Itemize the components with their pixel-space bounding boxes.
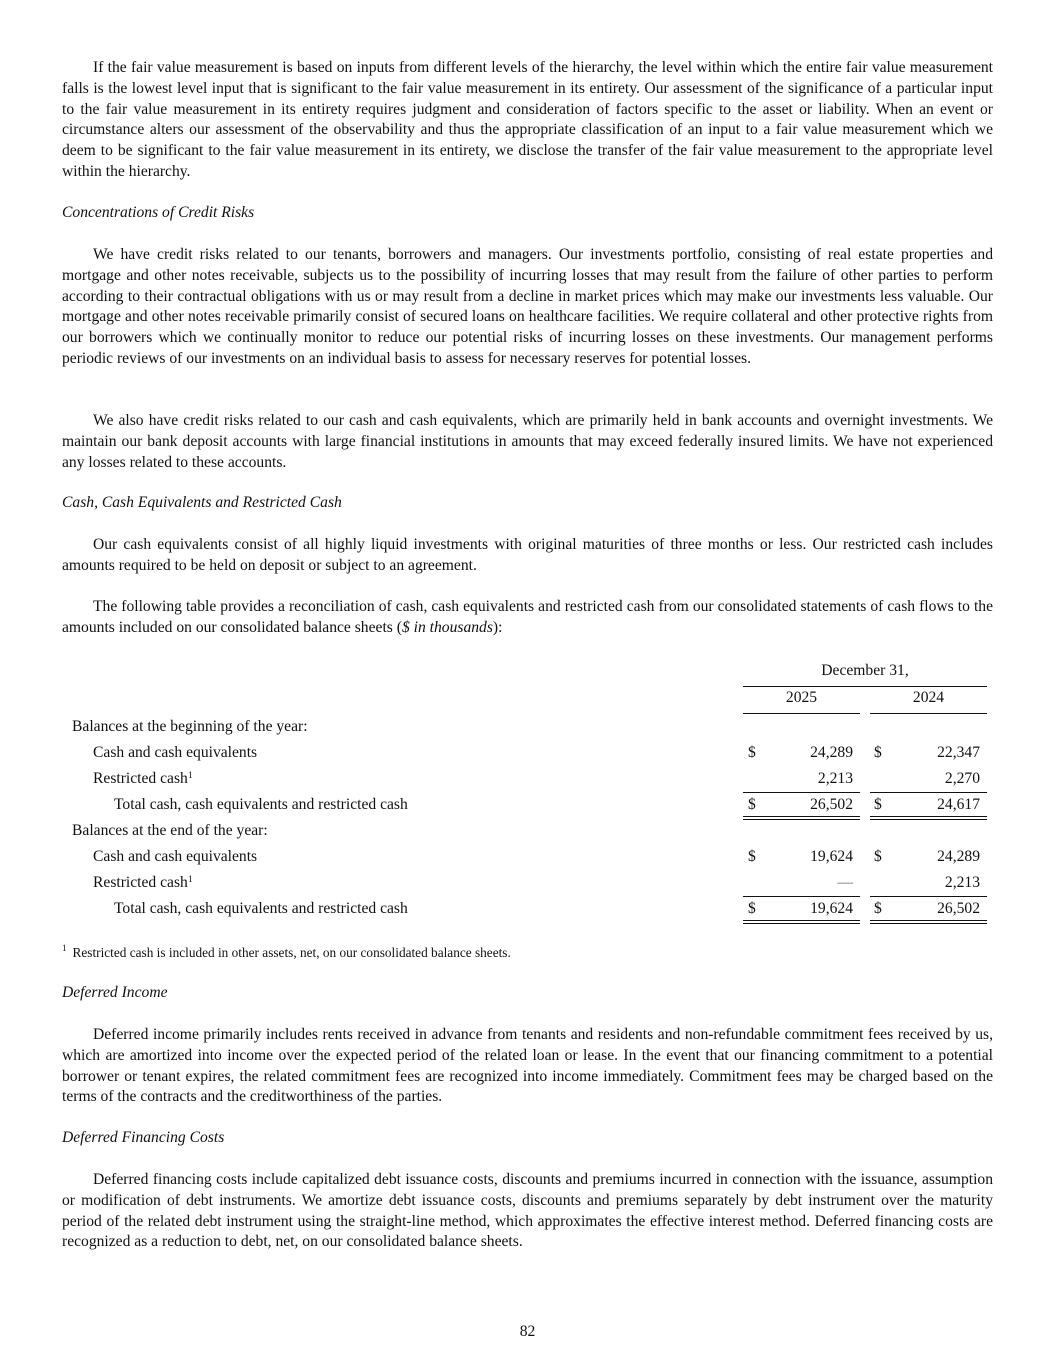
subtotal-rule (870, 792, 987, 793)
cell-value: 22,347 (937, 744, 980, 761)
total-double-rule (870, 920, 987, 924)
table-row (62, 820, 993, 842)
cell-value: 24,289 (810, 744, 853, 761)
reconciliation-intro-end: ): (492, 618, 503, 636)
table-row (62, 716, 993, 738)
currency-symbol: $ (874, 900, 882, 917)
page-number: 82 (519, 1323, 536, 1340)
paragraph-cash-equivalents: Our cash equivalents consist of all highly liquid investments with original maturities of three months or less. Our restricted cash includes amounts required to be held on deposit or subject to an agreement. (62, 536, 993, 574)
footnote-marker: 1 (187, 771, 193, 781)
cell-value: 2,213 (817, 770, 853, 787)
table-header-year-2025: 2025 (743, 689, 860, 714)
row-label-cash: Cash and cash equivalents (93, 744, 258, 761)
subtotal-rule (743, 896, 860, 897)
paragraph-fair-value-hierarchy: If the fair value measurement is based on inputs from different levels of the hierarchy, the level within which the entire fair value measurement falls is the lowest level input that is significant to the fair value measurement in its entirety. Our assessment of the significance of a particular input to the fair value measurement in its entirety requires judgment and consideration of factors specific to the asset or liability. When an event or circumstance alters our assessment of the observability and thus the appropriate classification of an input to a fair value measurement which we deem to be significant to the fair value measurement in its entirety, we disclose the transfer of the fair value measurement to the appropriate level within the hierarchy. (62, 59, 993, 180)
footnote-text: Restricted cash is included in other assets, net, on our consolidated balance sheets. (72, 945, 511, 960)
cell-value: 19,624 (810, 848, 853, 865)
row-label-restricted (93, 872, 193, 894)
table-header-december: December 31, (743, 662, 987, 687)
reconciliation-units: $ in thousands (401, 618, 493, 636)
restricted-label-text: Restricted cash (93, 770, 188, 787)
row-label-total: Total cash, cash equivalents and restricted cash (114, 900, 408, 917)
table-header-year-2024: 2024 (870, 689, 987, 714)
table-row (62, 794, 993, 816)
cell-value: 2,270 (944, 770, 980, 787)
row-label-end: Balances at the end of the year: (72, 822, 268, 839)
paragraph-cash-credit-risks: We also have credit risks related to our cash and cash equivalents, which are primarily held in bank accounts and overnight investments. We maintain our bank deposit accounts with large financial institutions in amounts that may exceed federally insured limits. We have not experienced any losses related to these accounts. (62, 412, 993, 471)
restricted-label-text: Restricted cash (93, 874, 188, 891)
total-double-rule (743, 920, 860, 924)
table-row (62, 768, 993, 790)
currency-symbol: $ (874, 848, 882, 865)
cell-value: 24,289 (937, 848, 980, 865)
subtotal-rule (743, 792, 860, 793)
table-row (62, 846, 993, 868)
row-label-cash: Cash and cash equivalents (93, 848, 258, 865)
currency-symbol: $ (748, 744, 756, 761)
table-row (62, 898, 993, 920)
cell-value: 24,617 (937, 796, 980, 813)
row-label-beginning: Balances at the beginning of the year: (72, 718, 308, 735)
cell-value: 19,624 (810, 900, 853, 917)
currency-symbol: $ (874, 744, 882, 761)
footnote-marker: 1 (187, 875, 193, 885)
heading-cash-equivalents-restricted-cash: Cash, Cash Equivalents and Restricted Cash (62, 494, 342, 511)
heading-concentrations-of-credit-risks: Concentrations of Credit Risks (62, 204, 255, 221)
heading-deferred-income: Deferred Income (62, 984, 168, 1001)
cell-value: — (837, 874, 853, 891)
paragraph-credit-risks: We have credit risks related to our tenants, borrowers and managers. Our investments portfolio, consisting of real estate properties and mortgage and other notes receivable, subjects us to the possibility of incurring losses that may result from the failure of other parties to perform according to their contractual obligations with us or may result from a decline in market prices which may make our investments less valuable. Our mortgage and other notes receivable primarily consist of secured loans on healthcare facilities. We require collateral and other protective rights from our borrowers which we continually monitor to reduce our potential risks of incurring losses on these investments. Our management performs periodic reviews of our investments on an individual basis to assess for necessary reserves for potential losses. (62, 246, 993, 367)
table-row (62, 872, 993, 894)
footnote-marker: 1 (62, 943, 67, 953)
currency-symbol: $ (874, 796, 882, 813)
reconciliation-intro-text: The following table provides a reconciliation of cash, cash equivalents and restricted cash from our consolidated statements of cash flows to the amounts included on our consolidated balance sheets ( (62, 598, 993, 636)
currency-symbol: $ (748, 900, 756, 917)
paragraph-reconciliation-intro (62, 597, 993, 639)
cell-value: 26,502 (937, 900, 980, 917)
cell-value: 26,502 (810, 796, 853, 813)
footnote (62, 945, 511, 961)
table-row (62, 742, 993, 764)
paragraph-deferred-income: Deferred income primarily includes rents received in advance from tenants and residents and non-refundable commitment fees received by us, which are amortized into income over the expected period of the related loan or lease. In the event that our financing commitment to a potential borrower or tenant expires, the related commitment fees are recognized into income immediately. Commitment fees may be charged based on the terms of the contracts and the creditworthiness of the parties. (62, 1026, 993, 1106)
currency-symbol: $ (748, 796, 756, 813)
currency-symbol: $ (748, 848, 756, 865)
heading-deferred-financing-costs: Deferred Financing Costs (62, 1129, 225, 1146)
row-label-restricted (93, 768, 193, 790)
paragraph-deferred-financing-costs: Deferred financing costs include capitalized debt issuance costs, discounts and premiums incurred in connection with the issuance, assumption or modification of debt instruments. We amortize debt issuance costs, discounts and premiums separately by debt instrument over the maturity period of the related debt instrument using the straight-line method, which approximates the effective interest method. Deferred financing costs are recognized as a reduction to debt, net, on our consolidated balance sheets. (62, 1171, 993, 1251)
cell-value: 2,213 (944, 874, 980, 891)
row-label-total: Total cash, cash equivalents and restricted cash (114, 796, 408, 813)
subtotal-rule (870, 896, 987, 897)
